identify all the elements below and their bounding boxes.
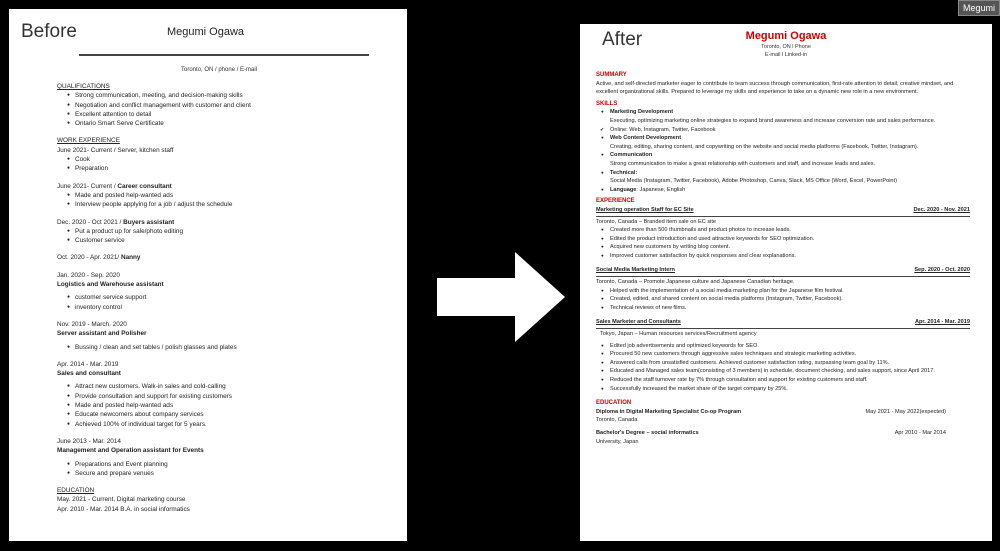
- list-item: ● inventory control: [57, 303, 387, 312]
- job-title: Logistics and Warehouse assistant: [57, 281, 164, 289]
- list-item: ● Reduced the staff turnover rate by 7% through consultation and support for existing customers and staff.: [596, 376, 970, 385]
- list-item: ● customer service support: [57, 293, 387, 302]
- job-date: Dec. 2020 - Nov. 2021: [913, 206, 970, 213]
- experience-heading: EXPERIENCE: [596, 198, 635, 205]
- education-line: May. 2021 - Current, Digital marketing course: [57, 496, 186, 504]
- job-title: Nanny: [120, 254, 141, 262]
- qualifications-heading: QUALIFICATIONS: [57, 83, 110, 90]
- job-line: [57, 218, 387, 227]
- education-heading: EDUCATION: [57, 487, 95, 495]
- education-place: University, Japan: [596, 438, 639, 445]
- list-item: ● Strong communication, meeting, and decision-making skills: [57, 91, 387, 100]
- list-item: ● Provide consultation and support for existing customers: [57, 392, 387, 401]
- skill-desc: Executing, optimizing marketing online strategies to expand brand awareness and increase conversion rate and sales performance.: [610, 117, 936, 124]
- after-contact: [580, 43, 992, 59]
- job-title: Buyers assistant: [123, 218, 175, 226]
- job-line: June 2021- Current / Server, kitchen staff: [57, 146, 174, 154]
- job-subtitle: Toronto, Canada – Promote Japanese culture and Japanese Canadian heritage.: [596, 279, 795, 286]
- list-item: ● Negotiation and conflict management with customer and client: [57, 101, 387, 110]
- job-line: [57, 182, 387, 191]
- after-resume-page: [580, 24, 992, 541]
- list-item: ● Acquired new customers by writing blog content.: [596, 243, 970, 252]
- list-item: ● Helped with the implementation of a social media marketing plan for the Japanese film festival.: [596, 287, 970, 296]
- job-date: Dec. 2020 - Oct 2021 /: [57, 218, 124, 226]
- user-name-chip: Megumi: [958, 0, 1000, 16]
- list-item: ● Edited job advertisements and optimized keywords for SEO.: [596, 342, 970, 351]
- list-item: ● Preparations and Event planning: [57, 460, 387, 469]
- list-item: ● Cook: [57, 155, 387, 164]
- education-title: Bachelor's Degree – social informatics: [596, 429, 699, 436]
- skill-desc: Creating, editing, sharing content, and copywriting on the website and social media platforms (Facebook, Twitter, Instagram).: [610, 143, 919, 150]
- skill-title: ● Marketing Development: [596, 108, 970, 117]
- skill-language: [596, 186, 970, 195]
- contact-line: E-mail l Linked-in: [764, 52, 808, 58]
- after-label: After: [602, 29, 643, 50]
- skill-title: ● Communication: [596, 151, 970, 160]
- summary-text: Active, and self-directed marketer eager to contribute to team success through communication, first-rate attention to detail, creative mindset, and excellent organizational skills. Prepared to leverage my skills and experience to take on a dynamic new role in a new environment.: [596, 80, 954, 96]
- list-item: ● Attract new customers. Walk-in sales and cold-calling: [57, 382, 387, 391]
- skill-check-item: ✔ Online: Web, Instagram, Twitter, Facebook: [596, 126, 970, 135]
- job-title: Server assistant and Polisher: [57, 330, 147, 338]
- job-date: Nov. 2019 - March. 2020: [57, 320, 127, 328]
- list-item: ● Put a product up for sale/photo editing: [57, 227, 387, 236]
- education-date: May 2021 - May 2022(expected): [865, 408, 946, 415]
- list-item: ● Customer service: [57, 236, 387, 245]
- before-body: [57, 82, 387, 514]
- list-item: ● Bussing / clean and set tables / polish glasses and plates: [57, 343, 387, 352]
- list-item: ● Educate newcomers about company services: [57, 410, 387, 419]
- education-heading: EDUCATION: [596, 400, 632, 407]
- skill-desc: : Japanese, English: [636, 186, 686, 193]
- skill-title: Language: [610, 186, 637, 193]
- job-date: Apr. 2014 - Mar. 2019: [57, 360, 119, 368]
- education-line: Apr. 2010 - Mar. 2014 B.A. in social informatics: [57, 505, 190, 513]
- skill-title: ● Technical:: [596, 169, 970, 178]
- list-item: ● Preparation: [57, 164, 387, 173]
- list-item: ● Created more than 500 thumbnails and product photos to increase leads.: [596, 226, 970, 235]
- list-item: ● Ontario Smart Serve Certificate: [57, 119, 387, 128]
- job-header: [596, 266, 970, 275]
- job-date: June 2013 - Mar. 2014: [57, 437, 121, 445]
- skill-title: ● Web Content Development: [596, 134, 970, 143]
- job-date: Jan. 2020 - Sep. 2020: [57, 271, 120, 279]
- list-item: ● Made and posted help-wanted ads: [57, 191, 387, 200]
- skills-heading: SKILLS: [596, 100, 618, 107]
- job-header: [596, 206, 970, 215]
- education-date: Apr 2010 - Mar 2014: [894, 429, 946, 436]
- before-header-rule: [79, 54, 369, 56]
- job-date: Oct. 2020 - Apr. 2021/: [57, 254, 121, 262]
- list-item: ● Edited the product introduction and used attractive keywords for SEO optimization.: [596, 235, 970, 244]
- list-item: ● Improved customer satisfaction by quick responses and clear explanations.: [596, 252, 970, 261]
- list-item: ● Educated and Managed sales team(consisting of 3 members) in schedule, document checking, and sales support, since April 2017.: [596, 367, 970, 376]
- job-title: Social Media Marketing Intern: [596, 267, 675, 274]
- list-item: ● Excellent attention to detail: [57, 110, 387, 119]
- contact-line: Toronto, ON l Phone: [761, 44, 811, 50]
- job-title: Sales Marketer and Consultants: [596, 319, 681, 326]
- list-item: ● Interview people applying for a job / adjust the schedule: [57, 200, 387, 209]
- job-header: [596, 318, 970, 327]
- list-item: ● Made and posted help-wanted ads: [57, 401, 387, 410]
- list-item: ● Secure and prepare venues: [57, 469, 387, 478]
- job-line: [57, 253, 387, 262]
- before-name: Megumi Ogawa: [167, 26, 245, 38]
- education-header: [596, 408, 970, 417]
- after-body: [596, 68, 970, 446]
- job-subtitle: Tokyo, Japan – Human resources services/Recruitment agency: [600, 331, 757, 338]
- list-item: ● Technical reviews of new films.: [596, 304, 970, 313]
- job-date: Apr. 2014 - Mar. 2019: [914, 319, 970, 326]
- after-name: Megumi Ogawa: [745, 30, 827, 42]
- list-item: ● Created, edited, and shared content on social media platforms (Instagram, Twitter, Facebook).: [596, 295, 970, 304]
- skill-desc: Social Media (Instagram, Twitter, Facebook), Adobe Photoshop, Canva, Slack, MS Office (Word, Excel, PowerPoint): [610, 178, 897, 185]
- before-resume-page: [9, 9, 407, 541]
- skill-desc: Strong communication to make a great relationship with customers and staff, and increase leads and sales.: [610, 160, 876, 167]
- work-heading: WORK EXPERIENCE: [57, 137, 120, 145]
- before-contact: Toronto, ON / phone / E-mail: [181, 67, 258, 73]
- job-date: June 2021- Current /: [57, 182, 118, 190]
- right-arrow-icon: [437, 252, 565, 342]
- job-title: Sales and consultant: [57, 370, 121, 378]
- job-date: Sep. 2020 - Oct. 2020: [914, 267, 970, 274]
- education-title: Diploma in Digital Marketing Specialist Co-op Program: [596, 408, 742, 415]
- job-title: Marketing operation Staff for EC Site: [596, 206, 694, 213]
- summary-heading: SUMMARY: [596, 72, 627, 78]
- list-item: ● Answered calls from unsatisfied customers. Achieved customer satisfaction rating, surpassing team goal by 11%.: [596, 359, 970, 368]
- before-label: Before: [21, 21, 77, 42]
- job-title: Career consultant: [117, 182, 172, 190]
- list-item: ● Successfully increased the market share of the target company by 25%.: [596, 385, 970, 394]
- list-item: ● Procured 50 new customers through aggressive sales techniques and strategic marketing activities.: [596, 350, 970, 359]
- job-subtitle: Toronto, Canada – Branded item sale on EC site: [596, 218, 717, 225]
- job-title: Management and Operation assistant for Events: [57, 447, 204, 455]
- education-header: [596, 429, 970, 438]
- list-item: ● Achieved 100% of individual target for 5 years.: [57, 420, 387, 429]
- education-place: Toronto, Canada: [596, 417, 638, 424]
